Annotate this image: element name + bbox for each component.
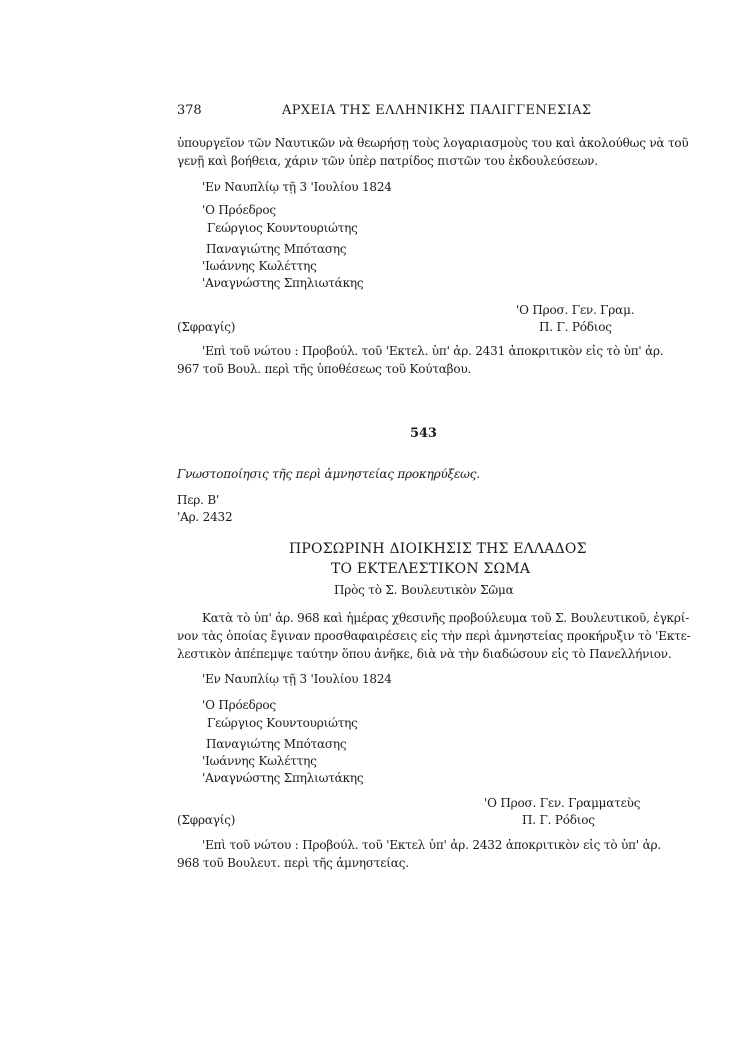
doc543-body-line: νον τὰς ὁποίας ἔγιναν προσθαφαιρέσεις εἰς τὴν περὶ ἀμνηστείας προκήρυξιν τὸ 'Εκτε- — [177, 629, 691, 643]
doc543-body-line: Κατὰ τὸ ὑπ' ἀρ. 968 καὶ ἡμέρας χθεσινῆς προβούλευμα τοῦ Σ. Βουλευτικοῦ, ἐγκρί- — [202, 611, 690, 625]
doc542-verso-line: 967 τοῦ Βουλ. περὶ τῆς ὑποθέσεως τοῦ Κούταβου. — [177, 362, 472, 376]
doc542-body-line: γενῇ καὶ βοήθεια, χάριν τῶν ὑπὲρ πατρίδος πιστῶν του ἐκδουλεύσεων. — [177, 154, 598, 168]
doc542-president-title: 'Ο Πρόεδρος — [202, 203, 276, 217]
doc543-number: 543 — [410, 426, 437, 441]
doc542-secretary-title: 'Ο Προσ. Γεν. Γραμ. — [516, 303, 635, 317]
doc542-place-date: 'Εν Ναυπλίῳ τῇ 3 'Ιουλίου 1824 — [202, 180, 392, 194]
doc543-heading-executive: ΤΟ ΕΚΤΕΛΕΣΤΙΚΟΝ ΣΩΜΑ — [331, 561, 531, 577]
doc543-verso-line: 'Επὶ τοῦ νώτου : Προβούλ. τοῦ 'Εκτελ ὑπ' ἀρ. 2432 ἀποκριτικὸν εἰς τὸ ὑπ' ἀρ. — [202, 838, 661, 852]
doc543-president-name: Γεώργιος Κουντουριώτης — [207, 716, 358, 730]
doc543-verso-line: 968 τοῦ Βουλευτ. περὶ τῆς ἀμνηστείας. — [177, 856, 409, 870]
doc543-body-line: λεστικὸν ἀπέπεμψε ταύτην ὅπου ἀνῆκε, διὰ νὰ τὴν διαδώσουν εἰς τὸ Πανελλήνιον. — [177, 647, 672, 661]
doc543-ref-period: Περ. Β' — [177, 493, 220, 507]
doc542-verso-line: 'Επὶ τοῦ νώτου : Προβούλ. τοῦ 'Εκτελ. ὑπ' ἀρ. 2431 ἀποκριτικὸν εἰς τὸ ὑπ' ἀρ. — [202, 344, 664, 358]
doc542-secretary-name: Π. Γ. Ρόδιος — [539, 320, 612, 334]
doc543-heading-government: ΠΡΟΣΩΡΙΝΗ ΔΙΟΙΚΗΣΙΣ ΤΗΣ ΕΛΛΑΔΟΣ — [289, 541, 587, 557]
doc543-ref-number: 'Αρ. 2432 — [177, 510, 233, 524]
doc543-seal: (Σφραγίς) — [177, 813, 236, 827]
doc542-body-line: ὑπουργεῖον τῶν Ναυτικῶν νὰ θεωρήσῃ τοὺς λογαριασμοὺς του καὶ ἀκολούθως νὰ τοῦ — [177, 136, 689, 150]
doc543-president-title: 'Ο Πρόεδρος — [202, 698, 276, 712]
doc543-member: 'Αναγνώστης Σπηλιωτάκης — [202, 771, 364, 785]
doc543-secretary-title: 'Ο Προσ. Γεν. Γραμματεὺς — [484, 796, 641, 810]
doc543-place-date: 'Εν Ναυπλίῳ τῇ 3 'Ιουλίου 1824 — [202, 672, 392, 686]
doc543-secretary-name: Π. Γ. Ρόδιος — [522, 813, 595, 827]
doc542-member: 'Αναγνώστης Σπηλιωτάκης — [202, 276, 364, 290]
doc543-member: 'Ιωάννης Κωλέττης — [202, 754, 317, 768]
doc542-seal: (Σφραγίς) — [177, 320, 236, 334]
doc542-member: 'Ιωάννης Κωλέττης — [202, 259, 317, 273]
doc542-member: Παναγιώτης Μπότασης — [206, 242, 347, 256]
doc542-president-name: Γεώργιος Κουντουριώτης — [207, 221, 358, 235]
doc543-summary: Γνωστοποίησις τῆς περὶ ἀμνηστείας προκηρύξεως. — [177, 467, 480, 481]
doc543-member: Παναγιώτης Μπότασης — [206, 737, 347, 751]
doc543-addressee: Πρὸς τὸ Σ. Βουλευτικὸν Σῶμα — [334, 583, 514, 597]
running-title: ΑΡΧΕΙΑ ΤΗΣ ΕΛΛΗΝΙΚΗΣ ΠΑΛΙΓΓΕΝΕΣΙΑΣ — [282, 103, 592, 118]
page-number: 378 — [177, 103, 202, 118]
